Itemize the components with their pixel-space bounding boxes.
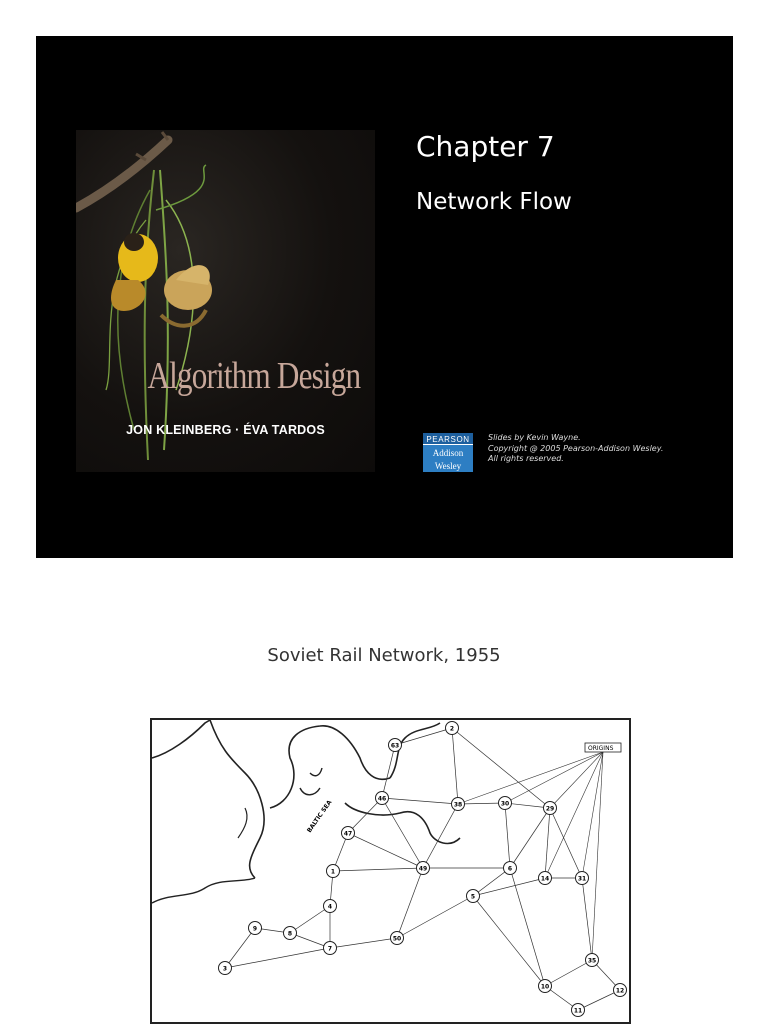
rail-node bbox=[576, 872, 589, 885]
publisher-logo bbox=[423, 433, 473, 472]
rail-node-label: 10 bbox=[540, 983, 550, 991]
rail-node bbox=[327, 865, 340, 878]
chapter-title: Chapter 7 bbox=[416, 130, 555, 163]
book-title: Algorithm Design bbox=[147, 355, 361, 397]
rail-node bbox=[467, 890, 480, 903]
rail-node-label: 5 bbox=[470, 893, 476, 901]
rail-node-label: 4 bbox=[327, 903, 333, 911]
rail-node-label: 49 bbox=[418, 865, 428, 873]
rail-node bbox=[446, 722, 459, 735]
rail-node bbox=[586, 954, 599, 967]
rail-node-label: 50 bbox=[392, 935, 402, 943]
rail-node bbox=[391, 932, 404, 945]
logo-line-wesley: Wesley bbox=[434, 461, 462, 471]
rail-node bbox=[499, 797, 512, 810]
rail-node bbox=[452, 798, 465, 811]
rail-node-label: 1 bbox=[330, 868, 336, 876]
rail-node-label: 3 bbox=[222, 965, 228, 973]
rail-node bbox=[342, 827, 355, 840]
slide-credits bbox=[488, 433, 663, 465]
rail-node-label: 47 bbox=[343, 830, 353, 838]
credit-line: Slides by Kevin Wayne. bbox=[488, 433, 581, 442]
rail-node-label: 31 bbox=[577, 875, 587, 883]
rail-node-label: 6 bbox=[507, 865, 513, 873]
rail-node-label: 11 bbox=[573, 1007, 583, 1015]
credit-line: All rights reserved. bbox=[488, 454, 564, 463]
bird-nest-illustration bbox=[76, 130, 375, 472]
rail-node-label: 8 bbox=[287, 930, 293, 938]
rail-node bbox=[504, 862, 517, 875]
rail-node-label: 46 bbox=[377, 795, 387, 803]
rail-node-label: 9 bbox=[252, 925, 258, 933]
rail-network-map bbox=[150, 718, 631, 1024]
rail-node bbox=[219, 962, 232, 975]
logo-line-pearson: PEARSON bbox=[423, 433, 473, 445]
rail-node-label: 38 bbox=[453, 801, 463, 809]
book-cover bbox=[76, 130, 375, 472]
rail-node-label: 2 bbox=[449, 725, 455, 733]
rail-node-label: 63 bbox=[390, 742, 400, 750]
rail-node bbox=[284, 927, 297, 940]
rail-node bbox=[572, 1004, 585, 1017]
rail-node bbox=[249, 922, 262, 935]
rail-node bbox=[544, 802, 557, 815]
rail-node bbox=[539, 980, 552, 993]
sea-label: BALTIC SEA bbox=[305, 799, 334, 835]
rail-node bbox=[614, 984, 627, 997]
origins-legend: ORIGINS bbox=[588, 745, 614, 752]
rail-node bbox=[389, 739, 402, 752]
slide-title: Soviet Rail Network, 1955 bbox=[267, 645, 501, 666]
rail-node bbox=[376, 792, 389, 805]
logo-line-addison: Addison bbox=[432, 448, 464, 458]
rail-node-label: 12 bbox=[615, 987, 625, 995]
rail-node-label: 7 bbox=[327, 945, 333, 953]
rail-node-label: 35 bbox=[587, 957, 597, 965]
rail-node-label: 14 bbox=[540, 875, 550, 883]
rail-node-label: 29 bbox=[545, 805, 555, 813]
rail-node bbox=[324, 942, 337, 955]
rail-network-graph bbox=[150, 718, 631, 1024]
rail-node-label: 30 bbox=[500, 800, 510, 808]
title-slide bbox=[36, 36, 733, 558]
rail-node bbox=[417, 862, 430, 875]
book-authors: JON KLEINBERG · ÉVA TARDOS bbox=[126, 423, 325, 437]
rail-node bbox=[539, 872, 552, 885]
credit-line: Copyright @ 2005 Pearson-Addison Wesley. bbox=[488, 443, 664, 453]
chapter-subtitle: Network Flow bbox=[416, 189, 572, 215]
rail-node bbox=[324, 900, 337, 913]
